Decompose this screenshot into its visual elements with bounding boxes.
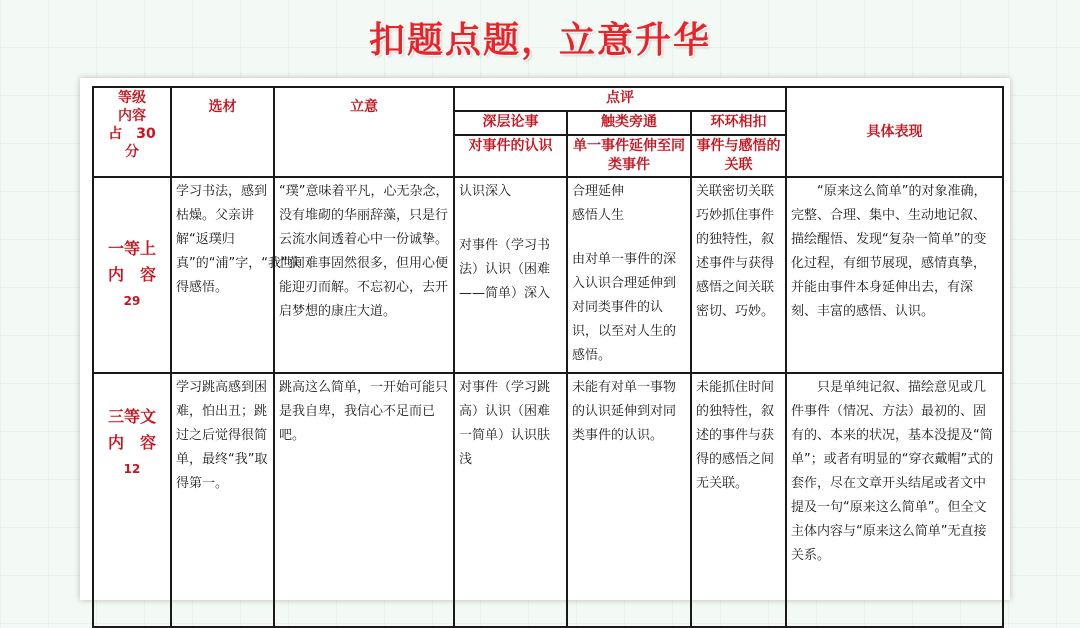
table-row: [93, 373, 1003, 627]
intent-header: 立意: [274, 87, 454, 177]
material-cell: 学习书法，感到枯燥。父亲讲解“返璞归真”的“浦”字，“我”获得感悟。: [171, 177, 274, 373]
sub1-title: 深层论事: [454, 111, 567, 135]
sub3-cell: 未能抓住时间的独特性，叙述的事件与获得的感悟之间无关联。: [691, 373, 786, 627]
grade-cell: [93, 177, 171, 373]
table-sheet: [80, 78, 1010, 600]
sub1-desc: 对事件的认识: [454, 135, 567, 177]
grade-label: 三等文: [107, 407, 156, 426]
intent-cell: “璞”意味着平凡，心无杂念，没有堆砌的华丽辞藻，只是行云流水间透着心中一份诚挚。世间难事固然很多，但用心便能迎刃而解。不忘初心，去开启梦想的康庄大道。: [274, 177, 454, 373]
detail-cell: “原来这么简单”的对象准确，完整、合理、集中、生动地记叙、描绘醒悟、发现“复杂一简单”的变化过程，有细节展现，感情真挚，并能由事件本身延伸出去，有深刻、丰富的感悟、认识。: [786, 177, 1003, 373]
page-title: 扣题点题，立意升华: [368, 19, 711, 61]
evaluation-table: [92, 86, 1004, 628]
sub3-title: 环环相扣: [691, 111, 786, 135]
level-header-line: 分: [125, 144, 139, 160]
grade-label: 内 容: [107, 265, 156, 284]
level-header: [93, 87, 171, 177]
level-header-line: 占 30: [108, 126, 156, 142]
sub2-summary: 合理延伸: [572, 184, 625, 199]
grade-label: 内 容: [107, 433, 156, 452]
sub2-cell: [567, 177, 691, 373]
sub2-title: 触类旁通: [567, 111, 691, 135]
material-cell: 学习跳高感到困难，怕出丑；跳过之后觉得很简单，最终“我”取得第一。: [171, 373, 274, 627]
sub3-desc: 事件与感悟的关联: [691, 135, 786, 177]
material-header: 选材: [171, 87, 274, 177]
grade-score: 12: [123, 462, 141, 476]
sub2-cell: 未能有对单一事物的认识延伸到对同类事件的认识。: [567, 373, 691, 627]
level-header-line: 等级: [118, 90, 146, 106]
header-row: [93, 87, 1003, 111]
comment-header: 点评: [454, 87, 786, 111]
detail-cell: 只是单纯记叙、描绘意见或几件事件（情况、方法）最初的、固有的、本来的状况，基本没提及“简单”；或者有明显的“穿衣戴帽”式的套作，尽在文章开头结尾或者文中提及一句“原来这么简单”。但全文主体内容与“原来这么简单”无直接关系。: [786, 373, 1003, 627]
detail-header: 具体表现: [786, 87, 1003, 177]
sub1-summary: 认识深入: [459, 184, 512, 199]
sub2-detail: 由对单一事件的深入认识合理延伸到对同类事件的认识，以至对人生的感悟。: [572, 252, 677, 363]
sub3-cell: 关联密切关联巧妙抓住事件的独特性，叙述事件与获得感悟之间关联密切、巧妙。: [691, 177, 786, 373]
sub1-cell: [454, 177, 567, 373]
sub2-summary: 感悟人生: [572, 208, 625, 223]
grade-cell: [93, 373, 171, 627]
intent-cell: 跳高这么简单，一开始可能只是我自卑，我信心不足而已吧。: [274, 373, 454, 627]
sub1-cell: 对事件（学习跳高）认识（困难一简单）认识肤浅: [454, 373, 567, 627]
sub1-detail: 对事件（学习书法）认识（困难——简单）深入: [459, 238, 551, 301]
grade-label: 一等上: [107, 239, 156, 258]
grade-score: 29: [123, 294, 141, 308]
table-row: [93, 177, 1003, 373]
sub2-desc: 单一事件延伸至同类事件: [567, 135, 691, 177]
level-header-line: 内容: [118, 108, 146, 124]
